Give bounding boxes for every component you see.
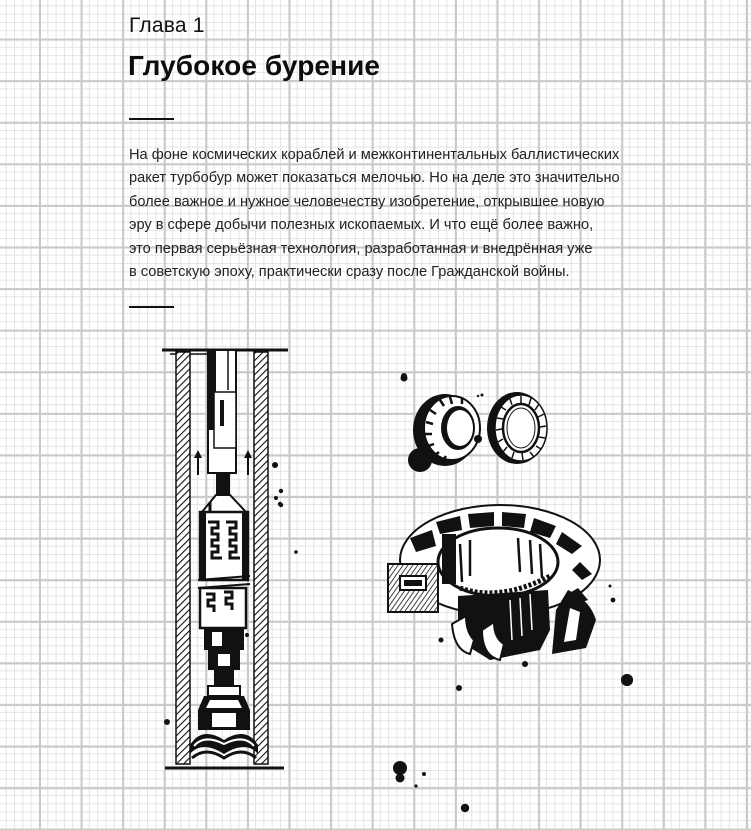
bearing-rings-illustration xyxy=(390,370,570,480)
body-line: На фоне космических кораблей и межконтинентальных баллистических xyxy=(129,147,620,163)
body-line: в советскую эпоху, практически сразу после Гражданской войны. xyxy=(129,264,570,281)
body-line: более важное и нужное человечеству изобретение, открывшее новую xyxy=(129,193,605,210)
body-line: ракет турбобур может показаться мелочью. Но на деле это значительно xyxy=(129,170,620,187)
chapter-label: Глава 1 xyxy=(129,14,205,37)
body-line: это первая серьёзная технология, разработанная и внедрённая уже xyxy=(129,240,593,257)
divider-top xyxy=(129,118,174,120)
divider-bottom xyxy=(129,306,174,308)
turbodrill-illustration xyxy=(150,330,300,780)
body-line: эру в сфере добычи полезных ископаемых. И что ещё более важно, xyxy=(129,217,594,234)
chapter-title: Глубокое бурение xyxy=(128,50,381,81)
body-paragraph xyxy=(129,144,669,284)
turbine-stator-illustration xyxy=(370,500,650,700)
